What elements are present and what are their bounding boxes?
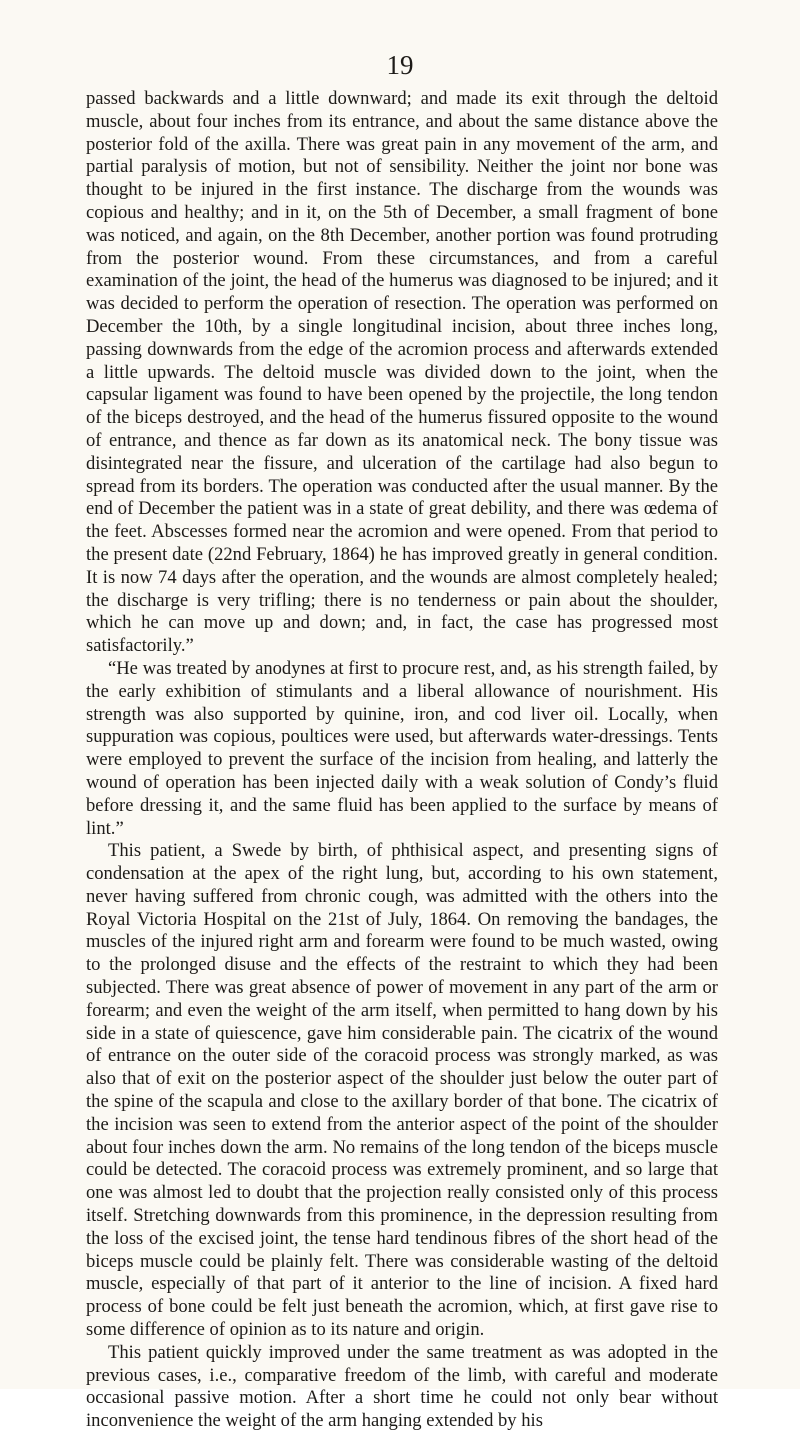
paragraph-continued-case-report: passed backwards and a little downward; and made its exit through the deltoid muscle, about four inches from its entrance, and about the same distance above the posterior fold of the axilla. There was great pain in any movement of the arm, and partial paralysis of motion, but not of sensibility. Neither the joint nor bone was thought to be injured in the first instance. The discharge from the wounds was copious and healthy; and in it, on the 5th of December, a small fragment of bone was noticed, and again, on the 8th December, another portion was found protruding from the posterior wound. From these circumstances, and from a careful examination of the joint, the head of the humerus was diagnosed to be injured; and it was decided to perform the operation of resection. The operation was performed on December the 10th, by a single longitudinal incision, about three inches long, passing downwards from the edge of the acromion process and afterwards extended a little upwards. The deltoid muscle was divided down to the joint, when the capsular ligament was found to have been opened by the projectile, the long tendon of the biceps destroyed, and the head of the humerus fissured opposite to the wound of entrance, and thence as far down as its anatomical neck. The bony tissue was disintegrated near the fissure, and ulceration of the cartilage had also begun to spread from its borders. The operation was conducted after the usual manner. By the end of December the patient was in a state of great debility, and there was œdema of the feet. Abscesses formed near the acromion and were opened. From that period to the present date (22nd February, 1864) he has improved greatly in general condition. It is now 74 days after the operation, and the wounds are almost completely healed; the discharge is very trifling; there is no tenderness or pain about the shoulder, which he can move up and down; and, in fact, the case has progressed most satisfactorily.” <box>86 88 718 657</box>
paragraph-patient-description: This patient, a Swede by birth, of phthisical aspect, and presenting signs of condensation at the apex of the right lung, but, according to his own statement, never having suffered from chronic cough, was admitted with the others into the Royal Victoria Hospital on the 21st of July, 1864. On removing the bandages, the muscles of the injured right arm and forearm were found to be much wasted, owing to the prolonged disuse and the effects of the restraint to which they had been subjected. There was great absence of power of movement in any part of the arm or forearm; and even the weight of the arm itself, when permitted to hang down by his side in a state of quiescence, gave him considerable pain. The cicatrix of the wound of entrance on the outer side of the coracoid process was strongly marked, as was also that of exit on the posterior aspect of the shoulder just below the outer part of the spine of the scapula and close to the axillary border of that bone. The cicatrix of the incision was seen to extend from the anterior aspect of the point of the shoulder about four inches down the arm. No remains of the long tendon of the biceps muscle could be detected. The coracoid process was extremely prominent, and so large that one was almost led to doubt that the projection really consisted only of this process itself. Stretching downwards from this prominence, in the depression resulting from the loss of the excised joint, the tense hard tendinous fibres of the short head of the biceps muscle could be plainly felt. There was considerable wasting of the deltoid muscle, especially of that part of it anterior to the line of incision. A fixed hard process of bone could be felt just beneath the acromion, which, at first gave rise to some difference of opinion as to its nature and origin. <box>86 840 718 1341</box>
paragraph-treatment-quote: “He was treated by anodynes at first to procure rest, and, as his strength failed, by the early exhibition of stimulants and a liberal allowance of nourishment. His strength was also supported by quinine, iron, and cod liver oil. Locally, when suppuration was copious, poultices were used, but afterwards water-dressings. Tents were employed to prevent the surface of the incision from healing, and latterly the wound of operation has been injected daily with a weak solution of Condy’s fluid before dressing it, and the same fluid has been applied to the surface by means of lint.” <box>86 657 718 839</box>
page-number: 19 <box>386 50 414 80</box>
page-text-body <box>86 88 718 1433</box>
paragraph-patient-improvement: This patient quickly improved under the same treatment as was adopted in the previous cases, i.e., comparative freedom of the limb, with careful and moderate occasional passive motion. After a short time he could not only bear without inconvenience the weight of the arm hanging extended by his <box>86 1341 718 1432</box>
